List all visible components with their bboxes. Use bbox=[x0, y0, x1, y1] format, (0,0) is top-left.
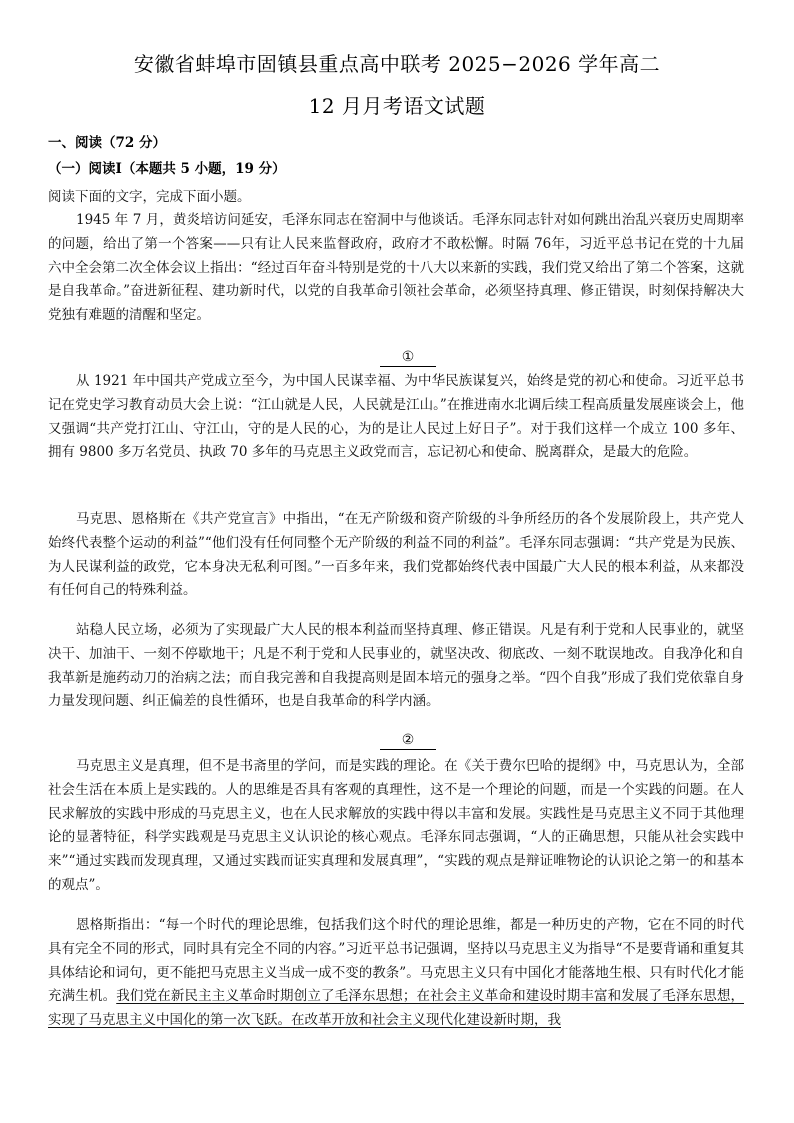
underlined-sentence: 我们党在新民主主义革命时期创立了毛泽东思想；在社会主义革命和建设时期丰富和发展了毛泽东思想，实现了马克思主义中国化的第一次飞跃。在改革开放和社会主义现代化建设新时期，我 bbox=[48, 988, 744, 1029]
exam-title-line1: 安徽省蚌埠市固镇县重点高中联考 2025−2026 学年高二 bbox=[133, 52, 661, 76]
article-paragraph-2: 从 1921 年中国共产党成立至今，为中国人民谋幸福、为中华民族谋复兴，始终是党的初心和使命。习近平总书记在党史学习教育动员大会上说：“江山就是人民，人民就是江山。”在推进南水北调后续工程高质量发展座谈会上，他又强调“共产党打江山、守江山，守的是人民的心，为的是让人民过上好日子”。对于我们这样一个成立 100 多年、拥有 9800 多万名党员、执政 70 多年的马克思主义政党而言，忘记初心和使命、脱离群众，是最大的危险。 bbox=[48, 373, 744, 461]
section-heading: 一、阅读（72 分） bbox=[48, 135, 166, 151]
article-paragraph-5: 马克思主义是真理，但不是书斋里的学问，而是实践的理论。在《关于费尔巴哈的提纲》中，马克思认为，全部社会生活在本质上是实践的。人的思维是否具有客观的真理性，这不是一个理论的问题，而是一个实践的问题。在人民求解放的实践中形成的马克思主义，也在人民求解放的实践中得以丰富和发展。实践性是马克思主义不同于其他理论的显著特征，科学实践观是马克思主义认识论的核心观点。毛泽东同志强调，“人的正确思想，只能从社会实践中来”“通过实践而发现真理，又通过实践而证实真理和发展真理”，“实践的观点是辩证唯物论的认识论之第一的和基本的观点”。 bbox=[48, 758, 744, 893]
blank-marker-2: ② bbox=[380, 731, 436, 750]
exam-title-line2: 12 月月考语文试题 bbox=[308, 94, 486, 118]
paragraph-6-text: 恩格斯指出：“每一个时代的理论思维，包括我们这个时代的理论思维，都是一种历史的产物，它在不同的时代具有完全不同的形式，同时具有完全不同的内容。”习近平总书记强调，坚持以马克思主义为指导“不是要背诵和重复其具体结论和词句，更不能把马克思主义当成一成不变的教条”。马克思主义只有中国化才能落地生根、只有时代化才能充满生机。 bbox=[48, 917, 744, 1005]
subsection-heading: （一）阅读Ⅰ（本题共 5 小题，19 分） bbox=[48, 161, 286, 177]
article-paragraph-4: 站稳人民立场，必须为了实现最广大人民的根本利益而坚持真理、修正错误。凡是有利于党和人民事业的，就坚决干、加油干、一刻不停歇地干；凡是不利于党和人民事业的，就坚决改、彻底改、一刻不耽误地改。自我净化和自我革新是施药动刀的治病之法；而自我完善和自我提高则是固本培元的强身之举。“四个自我”形成了我们党依靠自身力量发现问题、纠正偏差的良性循环，也是自我革命的科学内涵。 bbox=[48, 622, 744, 710]
instruction-text: 阅读下面的文字，完成下面小题。 bbox=[48, 189, 251, 205]
article-paragraph-6 bbox=[48, 914, 744, 1033]
blank-marker-1: ① bbox=[380, 348, 436, 367]
article-paragraph-1: 1945 年 7 月，黄炎培访问延安，毛泽东同志在窑洞中与他谈话。毛泽东同志针对如何跳出治乱兴衰历史周期率的问题，给出了第一个答案——只有让人民来监督政府，政府才不敢松懈。时隔 76年，习近平总书记在党的十九届六中全会第二次全体会议上指出：“经过百年奋斗特别是党的十八大以来新的实践，我们党又给出了第二个答案，这就是自我革命。”奋进新征程、建功新时代，以党的自我革命引领社会革命，必须坚持真理、修正错误，时刻保持解决大党独有难题的清醒和坚定。 bbox=[48, 212, 744, 324]
article-paragraph-3: 马克思、恩格斯在《共产党宣言》中指出，“在无产阶级和资产阶级的斗争所经历的各个发展阶段上，共产党人始终代表整个运动的利益”“他们没有任何同整个无产阶级的利益不同的利益”。毛泽东同志强调：“共产党是为民族、为人民谋利益的政党，它本身决无私利可图。”一百多年来，我们党都始终代表中国最广大人民的根本利益，从来都没有任何自己的特殊利益。 bbox=[48, 511, 744, 599]
